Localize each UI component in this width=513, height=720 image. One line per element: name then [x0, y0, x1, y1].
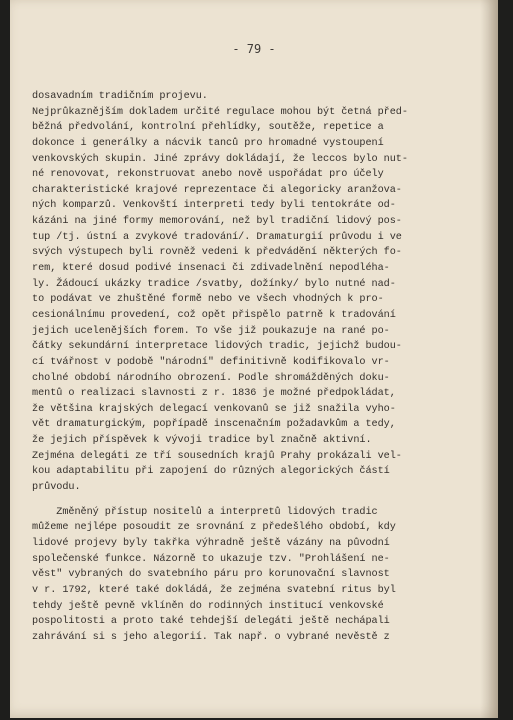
text-line: zahrávání si s jeho alegorií. Tak např. o vybrané nevěstě z	[32, 631, 390, 643]
paragraph-gap	[32, 496, 492, 505]
text-line: v r. 1792, které také dokládá, že zejména svatební ritus byl	[32, 584, 396, 596]
text-line: věst" vybraných do svatebního páru pro korunovační slavnost	[32, 569, 390, 581]
text-line: charakteristické krajové reprezentace či alegoricky aranžova-	[32, 184, 402, 196]
text-line: můžeme nejlépe posoudit ze srovnání z předešlého období, kdy	[32, 522, 396, 534]
text-line: ly. Žádoucí ukázky tradice /svatby, dožínky/ bylo nutné nad-	[32, 278, 396, 290]
text-line: tup /tj. ústní a zvykové tradování/. Dramaturgií průvodu i ve	[32, 231, 402, 243]
text-line: kou adaptabilitu při zapojení do různých alegorických částí	[32, 466, 390, 478]
text-line: dokonce i generálky a nácvik tanců pro hromadné vystoupení	[32, 137, 384, 149]
text-line: pospolitosti a proto také tehdejší delegáti ještě nechápali	[32, 616, 390, 628]
text-line: jejich ucelenějších forem. To vše již poukazuje na rané po-	[32, 325, 390, 337]
text-line: kázáni na jiné formy memorování, než byl tradiční lidový pos-	[32, 216, 402, 228]
text-line: to podávat ve zhuštěné formě nebo ve všech vhodných k pro-	[32, 294, 384, 306]
text-line: lidové projevy byly takřka výhradně ještě vázány na původní	[32, 537, 390, 549]
document-page	[10, 0, 498, 718]
text-line: cesionálnímu provedení, což opět přispělo patrně k tradování	[32, 309, 396, 321]
text-line: Nejprůkaznějším dokladem určité regulace mohou být četná před-	[32, 106, 408, 118]
text-line: že většina krajských delegací venkovanů se již snažila vyho-	[32, 403, 396, 415]
text-line: Zejména delegáti ze tří sousedních krajů Prahy prokázali vel-	[32, 450, 402, 462]
text-line: cholné období národního obrození. Podle shromážděných doku-	[32, 372, 390, 384]
paragraph-2	[32, 505, 492, 646]
text-line: né renovovat, rekonstruovat anebo nově uspořádat pro účely	[32, 169, 384, 181]
text-line: cí tvářnost v podobě "národní" definitivně kodifikovalo vr-	[32, 356, 390, 368]
text-line: rem, které dosud podivé insenaci či zdivadelnění nepodléha-	[32, 263, 390, 275]
text-line: ných komparzů. Venkovští interpreti tedy byli tentokráte od-	[32, 200, 396, 212]
text-line: mentů o realizaci slavnosti z r. 1836 je možné předpokládat,	[32, 388, 396, 400]
text-line: Změněný přístup nositelů a interpretů lidových tradic	[32, 506, 378, 518]
text-line: vět dramaturgickým, popřípadě inscenačním požadavkům a tedy,	[32, 419, 396, 431]
text-line: čátky sekundární interpretace lidových tradic, jejichž budou-	[32, 341, 402, 353]
text-line: venkovských skupin. Jiné zprávy dokládají, že leccos bylo nut-	[32, 153, 408, 165]
text-line: tehdy ještě pevně vklíněn do rodinných institucí venkovské	[32, 600, 384, 612]
text-line: dosavadním tradičním projevu.	[32, 91, 208, 102]
text-line: že jejich příspěvek k vývoji tradice byl značně aktivní.	[32, 435, 372, 447]
text-line: průvodu.	[32, 482, 81, 494]
text-line: společenské funkce. Názorně to ukazuje tzv. "Prohlášení ne-	[32, 553, 390, 565]
text-line: svých výstupech byli rovněž vedeni k předvádění některých fo-	[32, 247, 402, 259]
page-number: - 79 -	[232, 42, 276, 56]
body-text	[32, 89, 492, 645]
text-line: běžná předvolání, kontrolní přehlídky, soutěže, repetice a	[32, 122, 384, 134]
paragraph-1	[32, 89, 492, 496]
